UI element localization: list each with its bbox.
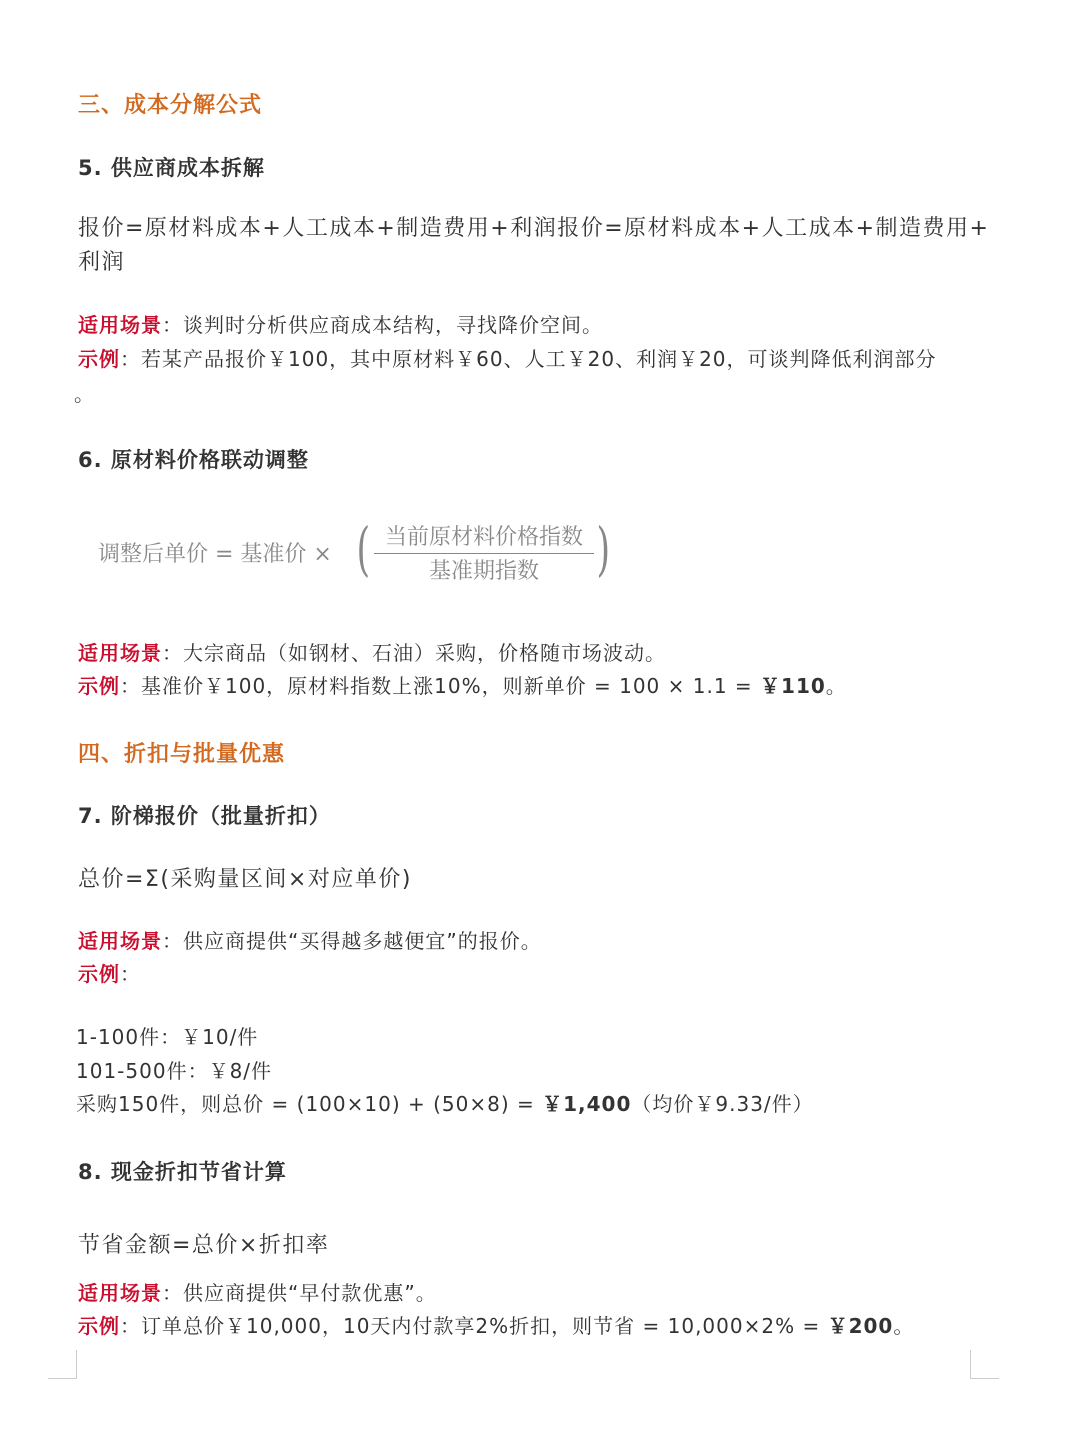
example-label: 示例: [78, 674, 120, 698]
section-title-3: 三、成本分解公式: [78, 93, 263, 118]
formula-5-line2: 利润: [78, 250, 126, 275]
item-title-8: 8. 现金折扣节省计算: [78, 1160, 287, 1184]
formula-7: 总价=Σ(采购量区间×对应单价): [78, 867, 412, 892]
scene-label: 适用场景: [78, 929, 162, 953]
formula-5-line1: 报价=原材料成本+人工成本+制造费用+利润报价=原材料成本+人工成本+制造费用+: [78, 216, 990, 241]
section-title-4: 四、折扣与批量优惠: [78, 742, 286, 767]
item-title-7: 7. 阶梯报价（批量折扣）: [78, 804, 331, 828]
scene-5: [78, 309, 603, 338]
example-text: ：若某产品报价￥100，其中原材料￥60、人工￥20、利润￥20，可谈判降低利润部分: [120, 347, 937, 371]
tier-line-1: 1-100件：￥10/件: [76, 1025, 259, 1049]
item-title-6: 6. 原材料价格联动调整: [78, 448, 309, 472]
example-text: ：订单总价￥10,000，10天内付款享2%折扣，则节省 = 10,000×2% =: [120, 1314, 828, 1338]
scene-text: ：供应商提供“买得越多越便宜”的报价。: [162, 929, 542, 953]
example-label: 示例: [78, 1314, 120, 1338]
example-7: [78, 958, 141, 987]
calc-text: 采购150件，则总价 = (100×10) + (50×8) =: [76, 1092, 543, 1116]
scene-text: ：谈判时分析供应商成本结构，寻找降价空间。: [162, 313, 603, 337]
scene-text: ：供应商提供“早付款优惠”。: [162, 1281, 437, 1305]
page-corner-mark-left: [48, 1350, 77, 1379]
example-text: ：: [120, 962, 141, 986]
item-title-5: 5. 供应商成本拆解: [78, 156, 265, 180]
tier-calc: [76, 1088, 814, 1117]
example-end: 。: [893, 1314, 915, 1338]
scene-7: [78, 925, 542, 954]
formula-6-left: 调整后单价 = 基准价 ×: [98, 542, 332, 567]
scene-8: [78, 1277, 437, 1306]
tier-line-2: 101-500件：￥8/件: [76, 1059, 273, 1083]
scene-text: ：大宗商品（如钢材、石油）采购，价格随市场波动。: [162, 641, 666, 665]
example-end: 。: [825, 674, 847, 698]
left-paren: (: [356, 515, 371, 583]
formula-6-denominator: 基准期指数: [428, 559, 539, 584]
right-paren: ): [596, 515, 611, 583]
example-result: ￥200: [827, 1314, 894, 1338]
scene-6: [78, 637, 666, 666]
example-result: ￥110: [760, 674, 826, 698]
page-corner-mark-right: [970, 1350, 999, 1379]
example-label: 示例: [78, 347, 120, 371]
example-5-tail: 。: [74, 382, 95, 406]
scene-label: 适用场景: [78, 641, 162, 665]
example-label: 示例: [78, 962, 120, 986]
example-8: [78, 1310, 914, 1339]
scene-label: 适用场景: [78, 1281, 162, 1305]
scene-label: 适用场景: [78, 313, 162, 337]
example-6: [78, 670, 847, 699]
example-text: ：基准价￥100，原材料指数上涨10%，则新单价 = 100 × 1.1 =: [120, 674, 761, 698]
formula-8: 节省金额=总价×折扣率: [78, 1233, 330, 1258]
calc-average: （均价￥9.33/件）: [631, 1092, 814, 1116]
formula-6-numerator: 当前原材料价格指数: [384, 525, 583, 550]
example-5: [78, 343, 937, 372]
calc-result: ￥1,400: [542, 1092, 632, 1116]
